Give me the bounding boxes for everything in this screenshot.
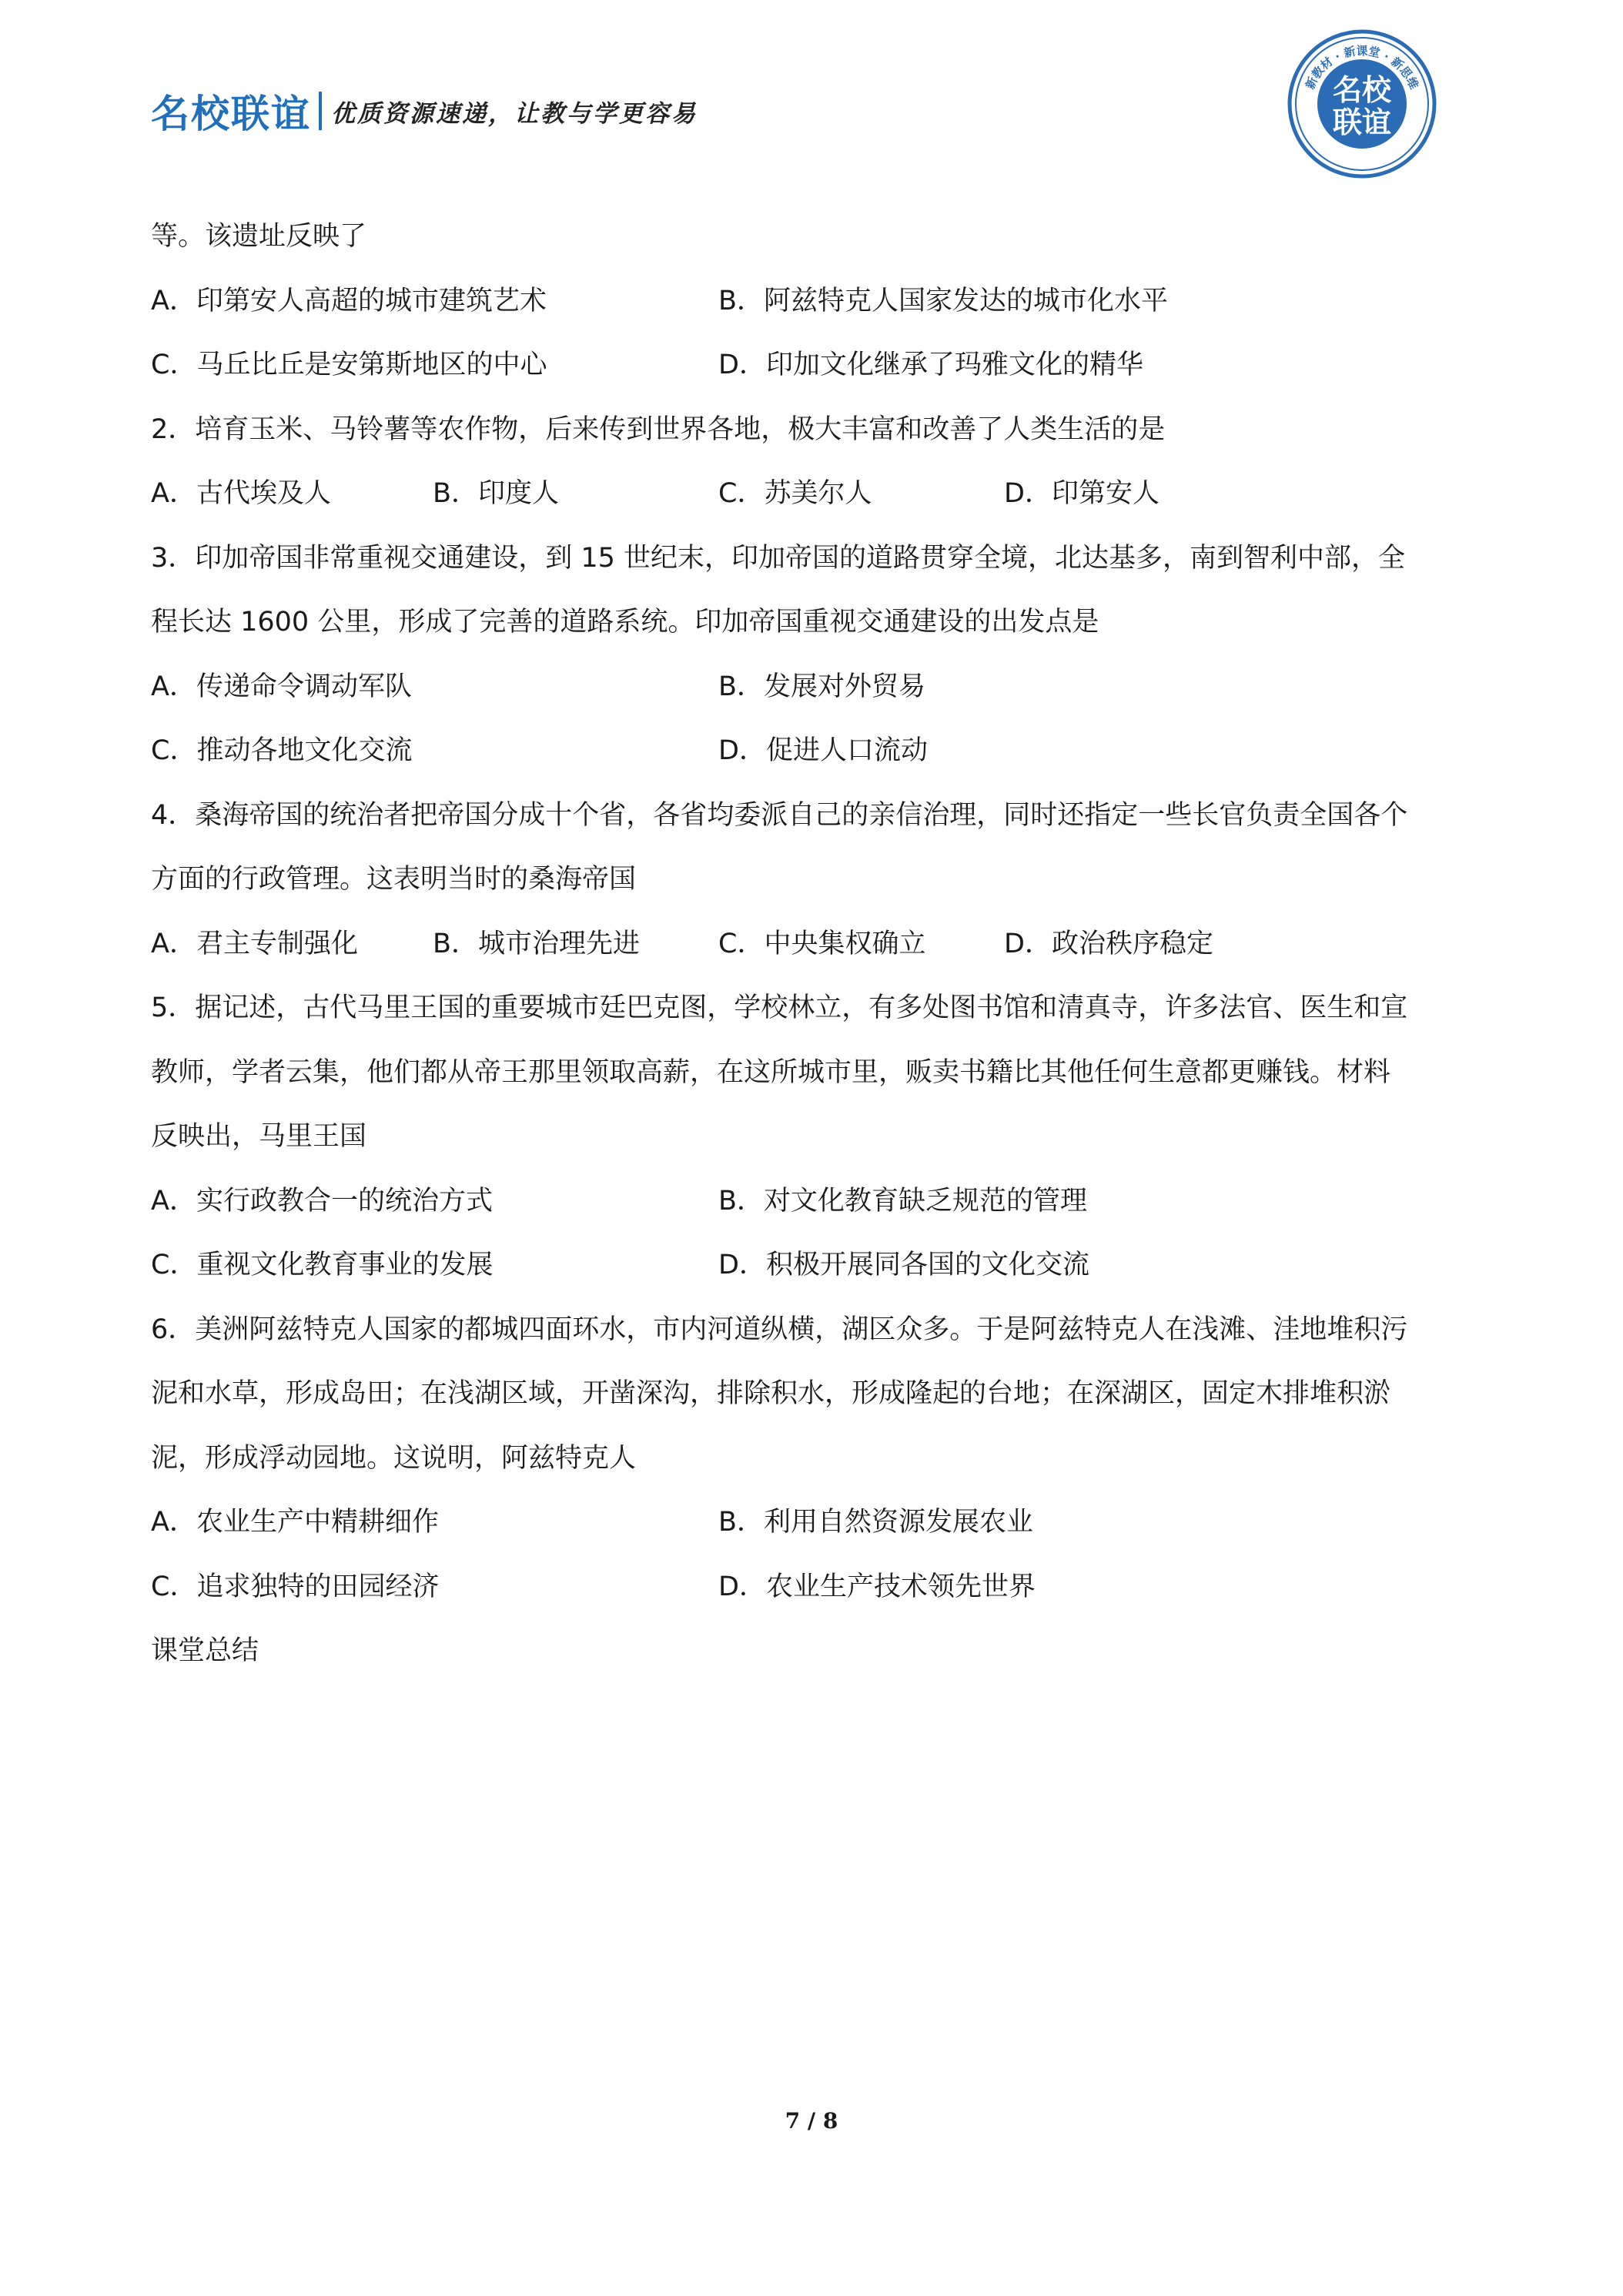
option-c: C．重视文化教育事业的发展 [151,1250,494,1280]
question-stem: 泥和水草，形成岛田；在浅湖区域，开凿深沟，排除积水，形成隆起的台地；在深湖区，固定木排堆积淤 [151,1378,1391,1409]
page-number: 7 / 8 [785,2108,838,2134]
option-d: D．政治秩序稳定 [1004,928,1213,959]
option-c: C．追求独特的田园经济 [151,1571,440,1602]
question-stem: 5．据记述，古代马里王国的重要城市廷巴克图，学校林立，有多处图书馆和清真寺，许多法官、医生和宣 [151,992,1408,1023]
options-row [151,462,1491,527]
question-stem: 泥，形成浮动园地。这说明，阿兹特克人 [151,1442,637,1474]
question-stem: 反映出，马里王国 [151,1121,367,1152]
option-b: B．对文化教育缺乏规范的管理 [718,1185,1088,1217]
option-a: A．实行政教合一的统治方式 [151,1185,493,1217]
options-row [151,1555,1491,1620]
slogan: 优质资源速递，让教与学更容易 [331,99,698,128]
options-row [151,1491,1491,1555]
option-a: A．传递命令调动军队 [151,671,412,702]
question-stem: 3．印加帝国非常重视交通建设，到 15 世纪末，印加帝国的道路贯穿全境，北达基多，南到智利中部，全 [151,542,1406,574]
option-c: C．苏美尔人 [718,478,872,509]
seal-center-top: 名校 [1332,73,1392,107]
option-d: D．印第安人 [1004,478,1160,509]
option-b: B．利用自然资源发展农业 [718,1507,1034,1538]
option-b: B．城市治理先进 [433,928,641,959]
header [151,80,698,142]
options-row [151,269,1491,334]
option-a: A．农业生产中精耕细作 [151,1507,439,1538]
option-a: A．君主专制强化 [151,928,358,959]
seal-center-bottom: 联谊 [1332,105,1392,139]
options-row [151,1233,1491,1298]
option-c: C．推动各地文化交流 [151,735,413,766]
question-stem: 程长达 1600 公里，形成了完善的道路系统。印加帝国重视交通建设的出发点是 [151,607,1099,638]
options-row [151,912,1491,977]
options-row [151,655,1491,720]
options-row [151,1170,1491,1234]
option-b: B．印度人 [433,478,560,509]
question-stem: 4．桑海帝国的统治者把帝国分成十个省，各省均委派自己的亲信治理，同时还指定一些长官负责全国各个 [151,799,1408,831]
option-d: D．农业生产技术领先世界 [718,1571,1036,1602]
brand-divider [319,92,322,130]
question-stem: 6．美洲阿兹特克人国家的都城四面环水，市内河道纵横，湖区众多。于是阿兹特克人在浅滩、洼地堆积污 [151,1314,1408,1345]
section-heading: 课堂总结 [151,1635,259,1666]
options-row [151,333,1491,398]
option-d: D．积极开展同各国的文化交流 [718,1250,1089,1280]
option-a: A．印第安人高超的城市建筑艺术 [151,285,547,316]
option-d: D．印加文化继承了玛雅文化的精华 [718,350,1143,380]
question-stem: 方面的行政管理。这表明当时的桑海帝国 [151,864,637,895]
option-d: D．促进人口流动 [718,735,928,766]
document-body [151,205,1491,1684]
option-b: B．阿兹特克人国家发达的城市化水平 [718,285,1169,316]
option-c: C．马丘比丘是安第斯地区的中心 [151,350,547,380]
option-a: A．古代埃及人 [151,478,331,509]
text-line: 等。该遗址反映了 [151,221,367,252]
question-stem: 2．培育玉米、马铃薯等农作物，后来传到世界各地，极大丰富和改善了人类生活的是 [151,413,1166,445]
options-row [151,719,1491,784]
question-stem: 教师，学者云集，他们都从帝王那里领取高薪，在这所城市里，贩卖书籍比其他任何生意都更赚钱。材料 [151,1056,1391,1088]
brand-logo-text: 名校联谊 [151,92,311,136]
option-c: C．中央集权确立 [718,928,926,959]
seal-arc-text: 新教材 · 新课堂 · 新思维 [1303,44,1421,92]
option-b: B．发展对外贸易 [718,671,926,702]
seal-logo [1287,29,1437,179]
